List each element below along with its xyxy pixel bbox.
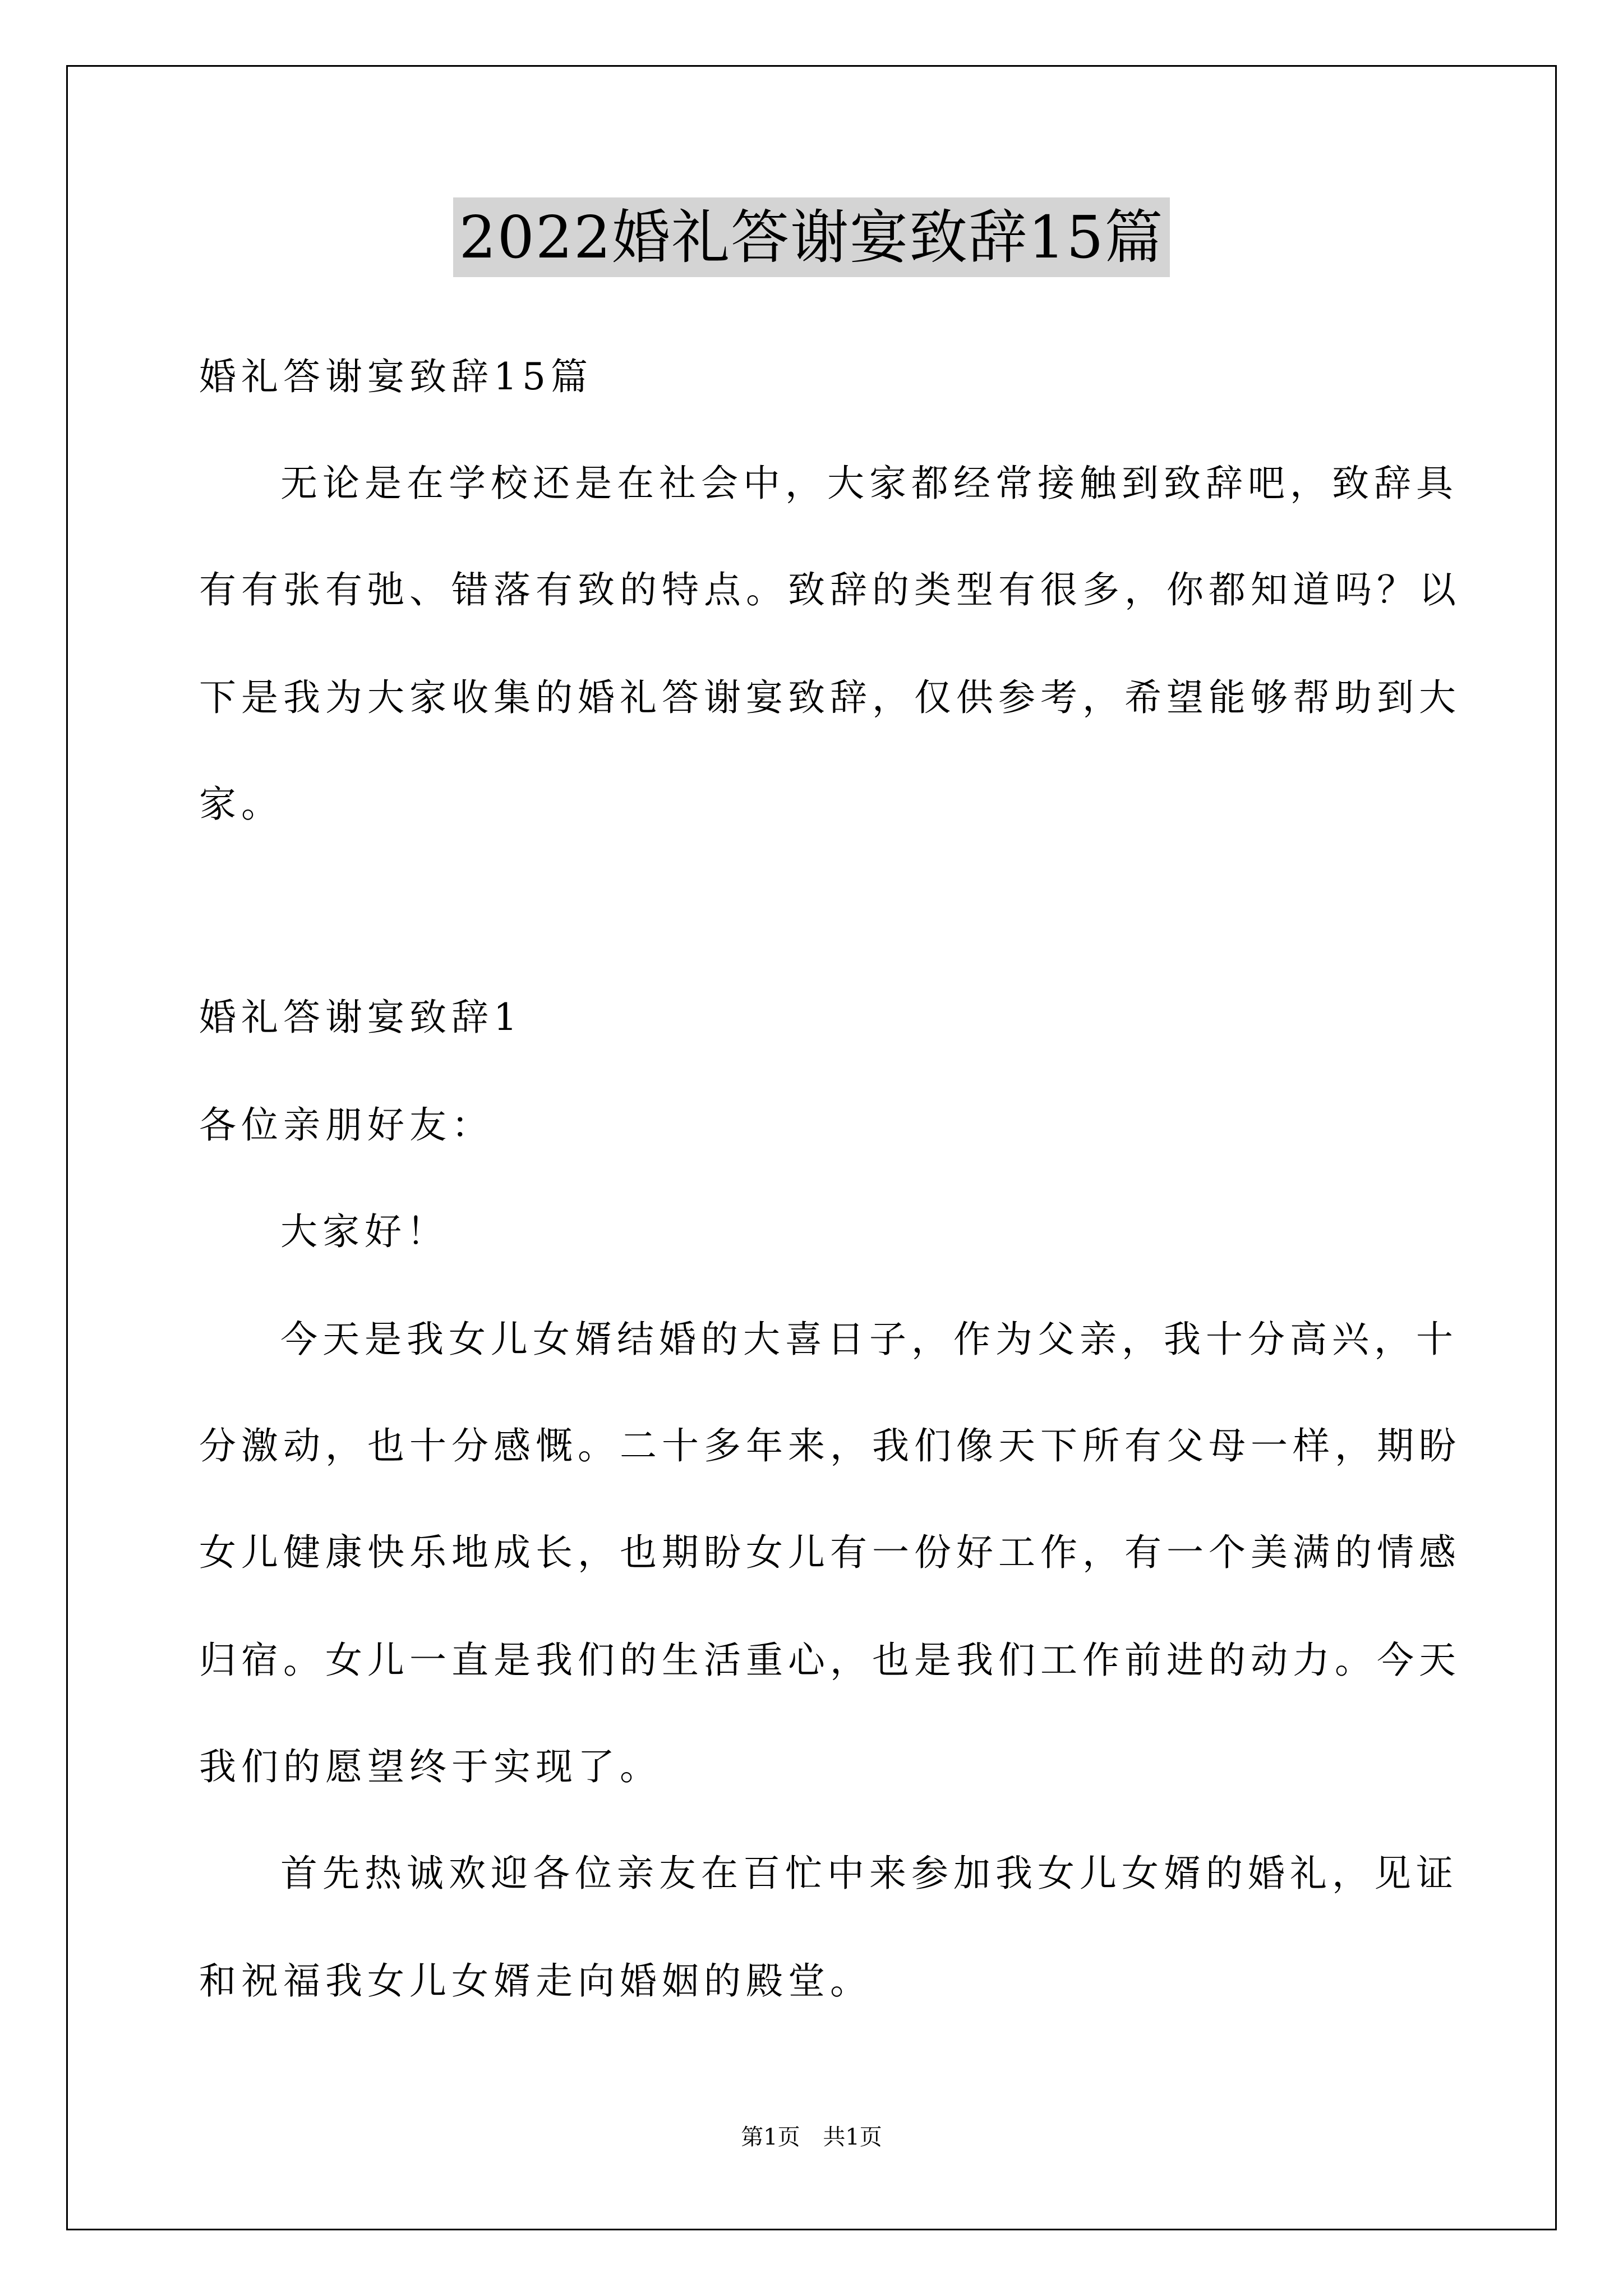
paragraph-line: 首先热诚欢迎各位亲友在百忙中来参加我女儿女婿的婚礼，见证: [280, 1852, 1458, 1895]
document-title: 2022婚礼答谢宴致辞15篇: [453, 197, 1169, 277]
intro-line: 家。: [199, 783, 283, 826]
paragraph-line: 今天是我女儿女婿结婚的大喜日子，作为父亲，我十分高兴，十: [280, 1318, 1458, 1361]
section-heading: 婚礼答谢宴致辞1: [199, 996, 522, 1039]
intro-line: 下是我为大家收集的婚礼答谢宴致辞，仅供参考，希望能够帮助到大: [199, 676, 1461, 719]
page-total: 共1页: [823, 2124, 882, 2150]
paragraph-line: 和祝福我女儿女婿走向婚姻的殿堂。: [199, 1959, 872, 2003]
intro-line: 无论是在学校还是在社会中，大家都经常接触到致辞吧，致辞具: [280, 462, 1458, 505]
paragraph-line: 归宿。女儿一直是我们的生活重心，也是我们工作前进的动力。今天: [199, 1639, 1461, 1682]
paragraph-line: 分激动，也十分感慨。二十多年来，我们像天下所有父母一样，期盼: [199, 1424, 1461, 1467]
page-footer: [0, 2122, 1623, 2153]
intro-line: 有有张有弛、错落有致的特点。致辞的类型有很多，你都知道吗？以: [199, 568, 1461, 611]
paragraph-line: 女儿健康快乐地成长，也期盼女儿有一份好工作，有一个美满的情感: [199, 1531, 1461, 1574]
greeting: 大家好！: [280, 1210, 449, 1253]
title-container: [0, 197, 1623, 277]
salutation: 各位亲朋好友：: [199, 1103, 494, 1147]
paragraph-line: 我们的愿望终于实现了。: [199, 1745, 662, 1788]
page-number: 第1页: [741, 2124, 800, 2150]
subtitle: 婚礼答谢宴致辞15篇: [199, 355, 593, 398]
